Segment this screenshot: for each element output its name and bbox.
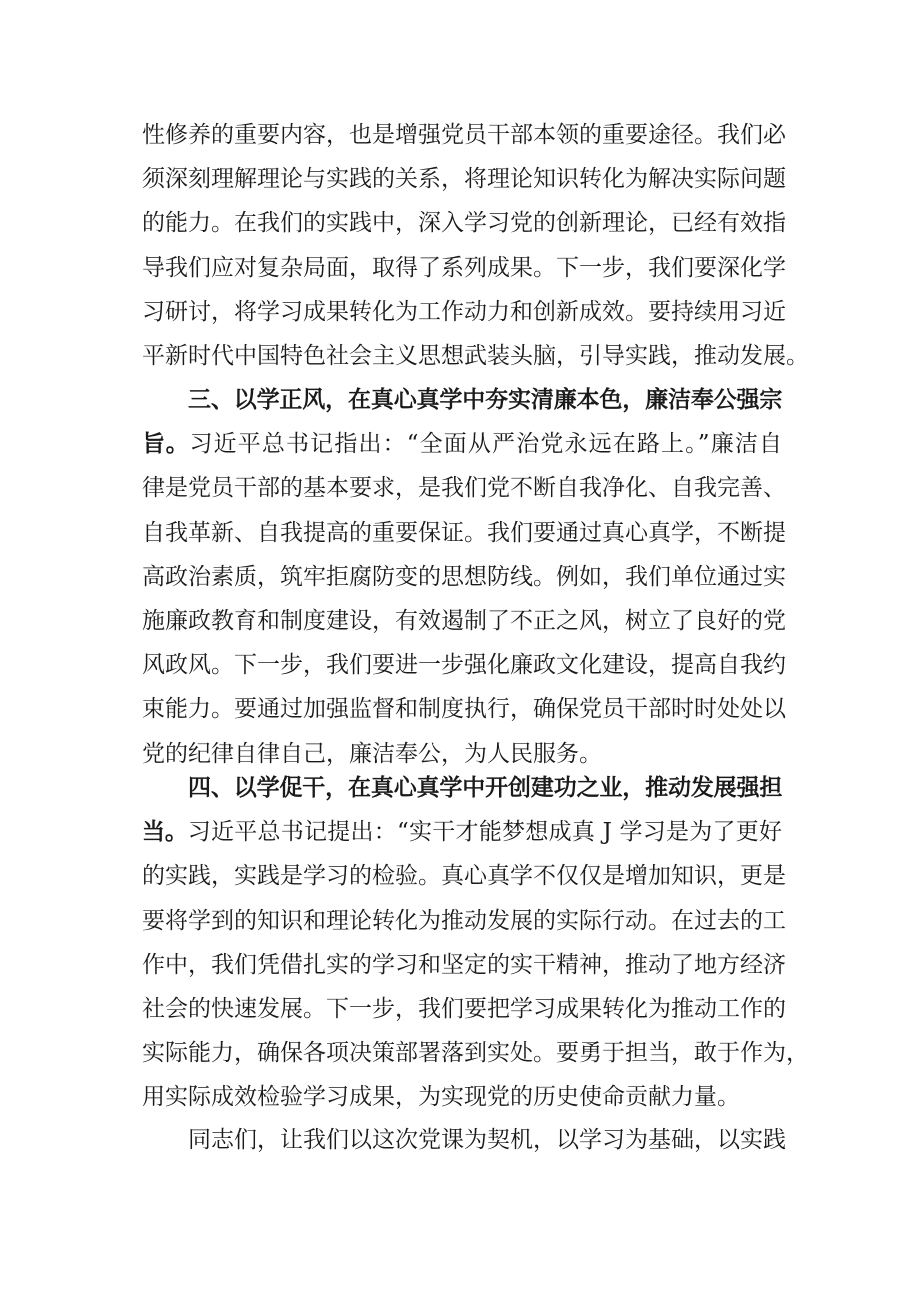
section-three <box>142 378 786 776</box>
text-line: 自我革新、自我提高的重要保证。我们要通过真心真学，不断提 <box>142 519 786 546</box>
text-line: 实际能力，确保各项决策部署落到实处。要勇于担当，敢于作为， <box>142 1040 809 1067</box>
text-fragment: 习近平总书记提出：“实干才能梦想成真 J 学习是为了更好 <box>187 819 782 846</box>
closing-paragraph <box>142 1118 786 1162</box>
section-four <box>142 766 809 1120</box>
text-line: 同志们，让我们以这次党课为契机，以学习为基础，以实践 <box>188 1127 786 1153</box>
text-line <box>142 422 782 466</box>
text-line: 要将学到的知识和理论转化为推动发展的实际行动。在过去的工 <box>142 907 786 934</box>
text-line: 作中，我们凭借扎实的学习和坚定的实干精神，推动了地方经济 <box>142 951 786 978</box>
text-line: 风政风。下一步，我们要进一步强化廉政文化建设，提高自我约 <box>142 652 786 679</box>
section-heading: 四、以学促干，在真心真学中开创建功之业，推动发展强担 <box>188 775 782 801</box>
text-line: 党的纪律自律自己，廉洁奉公，为人民服务。 <box>142 740 602 767</box>
section-heading: 三、以学正风，在真心真学中夯实清廉本色，廉洁奉公强宗 <box>188 387 782 413</box>
text-line: 的能力。在我们的实践中，深入学习党的创新理论，已经有效指 <box>142 210 786 237</box>
text-line: 用实际成效检验学习成果，为实现党的历史使命贡献力量。 <box>142 1084 740 1111</box>
text-line: 施廉政教育和制度建设，有效遏制了不正之风，树立了良好的党 <box>142 607 786 634</box>
text-line: 平新时代中国特色社会主义思想武装头脑，引导实践，推动发展。 <box>142 342 809 369</box>
text-line: 的实践，实践是学习的检验。真心真学不仅仅是增加知识，更是 <box>142 863 786 890</box>
text-fragment: 习近平总书记指出：“全面从严治党永远在路上。”廉洁自 <box>189 431 782 458</box>
text-line: 导我们应对复杂局面，取得了系列成果。下一步，我们要深化学 <box>142 254 786 281</box>
section-heading-end: 当。 <box>142 819 188 846</box>
text-line: 高政治素质，筑牢拒腐防变的思想防线。例如，我们单位通过实 <box>142 563 786 590</box>
text-line <box>142 810 782 854</box>
text-line: 束能力。要通过加强监督和制度执行，确保党员干部时时处处以 <box>142 696 786 723</box>
text-line: 须深刻理解理论与实践的关系，将理论知识转化为解决实际问题 <box>142 166 786 193</box>
text-line: 社会的快速发展。下一步，我们要把学习成果转化为推动工作的 <box>142 995 786 1022</box>
section-heading-end: 旨。 <box>142 431 190 458</box>
intro-paragraph <box>142 113 809 378</box>
text-line: 习研讨，将学习成果转化为工作动力和创新成效。要持续用习近 <box>142 298 786 325</box>
text-line: 律是党员干部的基本要求，是我们党不断自我净化、自我完善、 <box>142 475 786 502</box>
text-line: 性修养的重要内容，也是增强党员干部本领的重要途径。我们必 <box>142 122 786 148</box>
